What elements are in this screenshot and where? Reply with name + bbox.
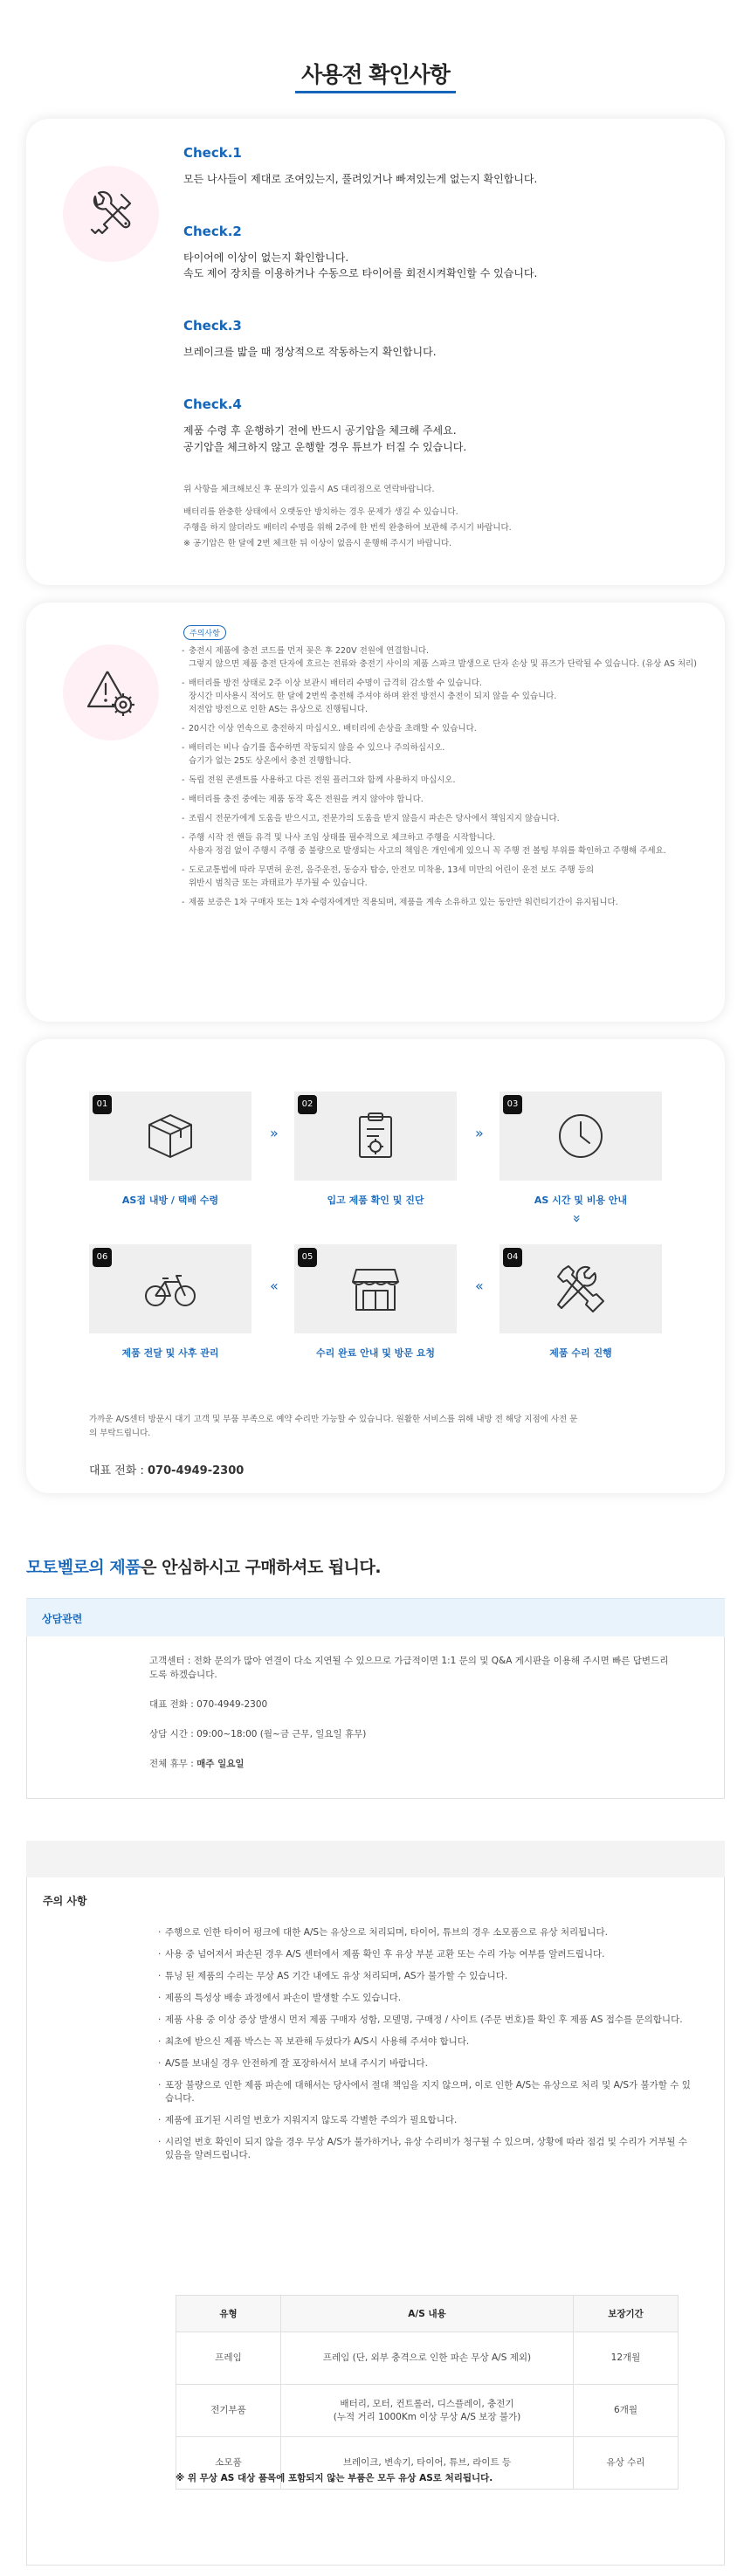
step-label: 입고 제품 확인 및 진단 — [327, 1195, 424, 1206]
check-3-title: Check.3 — [183, 318, 242, 334]
caution-item: - 독립 전원 콘센트를 사용하고 다른 전원 플러그와 함께 사용하지 마십시오. — [182, 774, 706, 787]
clipboard-gear-icon — [349, 1110, 402, 1162]
consult-hours: 상담 시간 : 09:00~18:00 (월~금 근무, 일요일 휴무) — [149, 1729, 367, 1739]
step-05 — [294, 1244, 457, 1333]
as-process-card — [26, 1039, 725, 1493]
check-4-text: 제품 수령 후 운행하기 전에 반드시 공기압을 체크해 주세요. — [183, 424, 457, 437]
check-3-text: 브레이크를 밟을 때 정상적으로 작동하는지 확인합니다. — [183, 346, 437, 358]
rep-phone — [89, 1461, 244, 1477]
notice-item: · 시리얼 번호 확인이 되지 않을 경우 무상 A/S가 불가하거나, 유상 수리비가 청구될 수 있으며, 상황에 따라 점검 및 수리가 거부될 수 있음을 알려드립니다. — [158, 2136, 695, 2162]
check-1-title: Check.1 — [183, 145, 242, 161]
table-cell: 프레임 — [176, 2332, 281, 2385]
check-3 — [183, 318, 707, 360]
caution-item: - 20시간 이상 연속으로 충전하지 마십시오. 배터리에 손상을 초래할 수 있습니다. — [182, 722, 706, 735]
step-arrow-right: » — [475, 1125, 484, 1141]
step-label: 수리 완료 안내 및 방문 요청 — [315, 1347, 436, 1359]
check-4 — [183, 396, 707, 456]
caution-item: - 제품 보증은 1차 구매자 또는 1차 수령자에게만 적용되며, 제품을 계속 소유하고 있는 동안만 워런티기간이 유지됩니다. — [182, 896, 706, 909]
notice-item: · 포장 불량으로 인한 제품 파손에 대해서는 당사에서 절대 책임을 지지 않으며, 이로 인한 A/S는 유상으로 처리 및 A/S가 불가할 수 있습니다. — [158, 2079, 695, 2105]
title-underline — [295, 91, 456, 93]
page-title: 사용전 확인사항 — [301, 62, 450, 87]
step-arrow-down: » — [568, 1214, 586, 1223]
check-2-text: 타이어에 이상이 없는지 확인합니다. — [183, 251, 349, 264]
table-cell: 브레이크, 변속기, 타이어, 튜브, 라이트 등 — [281, 2437, 574, 2490]
check-4-title: Check.4 — [183, 396, 242, 412]
check-2-text: 속도 제어 장치를 이용하거나 수동으로 타이어를 회전시켜확인할 수 있습니다. — [183, 267, 538, 279]
step-arrow-right: » — [270, 1125, 279, 1141]
step-number: 05 — [298, 1248, 317, 1267]
check-notes — [183, 482, 699, 552]
check-card — [26, 119, 725, 585]
consult-holiday — [149, 1757, 673, 1771]
section-title-rest: 은 안심하시고 구매하셔도 됩니다. — [141, 1558, 382, 1577]
notice-item: · 최초에 받으신 제품 박스는 꼭 보관해 두셨다가 A/S시 사용해 주셔야 합니다. — [158, 2035, 695, 2049]
caution-item: - 배터리를 충전 중에는 제품 동작 혹은 전원을 켜지 않아야 합니다. — [182, 793, 706, 806]
table-cell: 소모품 — [176, 2437, 281, 2490]
step-06 — [89, 1244, 251, 1333]
notice-list — [158, 1926, 695, 2171]
check-1-text: 모든 나사들이 제대로 조여있는지, 풀려있거나 빠져있는게 없는지 확인합니다. — [183, 173, 538, 185]
process-note: 가까운 A/S센터 방문시 대기 고객 및 부품 부족으로 예약 수리만 가능할 수 있습니다. 원활한 서비스를 위해 내방 전 해당 지점에 사전 문의 부탁드립니다. — [89, 1415, 578, 1438]
bicycle-icon — [144, 1263, 196, 1315]
warning-icon-circle — [63, 644, 159, 740]
table-cell: 12개월 — [574, 2332, 679, 2385]
step-01 — [89, 1092, 251, 1181]
tools-icon — [555, 1263, 607, 1315]
consult-header — [26, 1598, 725, 1636]
caution-list — [182, 644, 706, 915]
rep-phone-number[interactable]: 070-4949-2300 — [148, 1464, 245, 1477]
table-footnote: ※ 위 무상 AS 대상 품목에 포함되지 않는 부품은 모두 유상 AS로 처리됩니다. — [176, 2473, 493, 2483]
table-cell: 유상 수리 — [574, 2437, 679, 2490]
notice-label: 주의 사항 — [43, 1895, 87, 1907]
step-04 — [500, 1244, 662, 1333]
table-cell: 전기부품 — [176, 2385, 281, 2437]
holiday-value: 매주 일요일 — [196, 1759, 245, 1769]
caution-badge: 주의사항 — [183, 625, 226, 640]
box-icon — [144, 1110, 196, 1162]
warning-gear-icon — [85, 666, 137, 719]
check-4-text: 공기압을 체크하지 않고 운행할 경우 튜브가 터질 수 있습니다. — [183, 441, 467, 453]
caution-card — [26, 603, 725, 1022]
rep-phone-label: 대표 전화 : — [89, 1464, 148, 1477]
step-number: 04 — [503, 1248, 522, 1267]
step-number: 02 — [298, 1095, 317, 1114]
step-number: 03 — [503, 1095, 522, 1114]
check-note: 배터리를 완충한 상태에서 오랫동안 방치하는 경우 문제가 생길 수 있습니다. — [183, 507, 458, 517]
notice-header-bar — [26, 1841, 725, 1877]
step-03 — [500, 1092, 662, 1181]
wrench-screwdriver-icon — [85, 188, 137, 240]
check-1 — [183, 145, 707, 187]
table-header: 유형 — [176, 2296, 281, 2332]
notice-item: · A/S를 보내실 경우 안전하게 잘 포장하셔서 보내 주시기 바랍니다. — [158, 2057, 695, 2070]
consult-desc: 고객센터 : 전화 문의가 많아 연결이 다소 지연될 수 있으므로 가급적이면 1:1 문의 및 Q&A 게시판을 이용해 주시면 빠른 답변드리도록 하겠습니다. — [149, 1656, 669, 1680]
caution-item: - 주행 시작 전 핸들 유격 및 나사 조임 상태를 필수적으로 체크하고 주행을 시작합니다. 사용자 정검 없이 주행시 주행 중 불량으로 발생되는 사고의 책임은 개인에게 있으니 꼭 주행 전 볼팅 부위를 확인하고 주행해 주세요. — [182, 831, 706, 858]
check-2 — [183, 224, 707, 281]
step-arrow-left: « — [475, 1278, 484, 1294]
table-row — [176, 2332, 679, 2385]
step-number: 01 — [93, 1095, 112, 1114]
notice-item: · 제품 사용 중 이상 증상 발생시 먼저 제품 구매자 성함, 모델명, 구매정 / 사이트 (주문 번호)를 확인 후 제품 AS 접수를 문의합니다. — [158, 2014, 695, 2027]
notice-item: · 제품의 특성상 배송 과정에서 파손이 발생할 수도 있습니다. — [158, 1992, 695, 2005]
notice-item: · 사용 중 넘어져서 파손된 경우 A/S 센터에서 제품 확인 후 유상 부분 교환 또는 수리 가능 여부를 알려드립니다. — [158, 1948, 695, 1961]
step-label: AS접 내방 / 택배 수령 — [121, 1195, 219, 1206]
notice-item: · 튜닝 된 제품의 수리는 무상 AS 기간 내에도 유상 처리되며, AS가 불가할 수 있습니다. — [158, 1970, 695, 1983]
section-title-brand: 모토벨로의 제품 — [26, 1558, 141, 1577]
check-note: 위 사항을 체크해보신 후 문의가 있을시 AS 대리점으로 연락바랍니다. — [183, 485, 435, 494]
check-note: ※ 공기압은 한 달에 2번 체크한 뒤 이상이 없음시 운행해 주시기 바랍니다. — [183, 539, 452, 548]
caution-item: - 조립시 전문가에게 도움을 받으시고, 전문가의 도움을 받지 않을시 파손은 당사에서 책임지지 않습니다. — [182, 812, 706, 825]
step-number: 06 — [93, 1248, 112, 1267]
clock-icon — [555, 1110, 607, 1162]
notice-box — [26, 1877, 725, 2566]
table-header: 보장기간 — [574, 2296, 679, 2332]
table-cell: 6개월 — [574, 2385, 679, 2437]
step-label: 제품 전달 및 사후 관리 — [121, 1347, 219, 1359]
consult-header-label: 상담관련 — [42, 1613, 83, 1625]
section-title — [26, 1554, 381, 1578]
notice-item: · 주행으로 인한 타이어 펑크에 대한 A/S는 유상으로 처리되며, 타이어, 튜브의 경우 소모품으로 유상 처리됩니다. — [158, 1926, 695, 1939]
caution-item: - 충전시 제품에 충전 코드를 먼저 꽂은 후 220V 전원에 연결합니다. 그렇지 않으면 제품 충전 단자에 흐르는 전류와 충전기 사이의 제품 스파크 발생으로 단자 손상 및 퓨즈가 단락될 수 있습니다. (유상 AS 처리) — [182, 644, 706, 671]
table-header: A/S 내용 — [281, 2296, 574, 2332]
holiday-label: 전체 휴무 : — [149, 1759, 197, 1769]
check-note: 주행을 하지 않더라도 배터리 수명을 위해 2주에 한 번씩 완충하여 보관해 주시기 바랍니다. — [183, 523, 512, 533]
step-label: AS 시간 및 비용 안내 — [534, 1195, 628, 1206]
store-icon — [349, 1263, 402, 1315]
caution-item: - 배터리를 방전 상태로 2주 이상 보관시 배터리 수명이 급격히 감소할 수 있습니다. 장시간 미사용시 적어도 한 달에 2번씩 충전해 주셔야 하며 완전 방전시 충전이 되지 않을 수 있습니다. 저전압 방전으로 인한 AS는 유상으로 진행됩니다. — [182, 677, 706, 716]
check-2-title: Check.2 — [183, 224, 242, 239]
step-02 — [294, 1092, 457, 1181]
table-cell: 배터리, 모터, 컨트롤러, 디스플레이, 충전기 (누적 거리 1000Km 이상 무상 A/S 보장 불가) — [281, 2385, 574, 2437]
table-cell: 프레임 (단, 외부 충격으로 인한 파손 무상 A/S 제외) — [281, 2332, 574, 2385]
table-header-row — [176, 2296, 679, 2332]
warranty-table — [176, 2295, 679, 2490]
step-arrow-left: « — [270, 1278, 279, 1294]
consult-phone: 대표 전화 : 070-4949-2300 — [149, 1699, 268, 1710]
consult-box — [26, 1636, 725, 1799]
table-row — [176, 2385, 679, 2437]
notice-item: · 제품에 표기된 시리얼 번호가 지워지지 않도록 각별한 주의가 필요합니다. — [158, 2114, 695, 2127]
caution-item: - 배터리는 비나 습기를 흡수하면 작동되지 않을 수 있으나 주의하십시오. 습기가 없는 25도 상온에서 충전 진행합니다. — [182, 741, 706, 768]
wrench-icon-circle — [63, 166, 159, 262]
step-label: 제품 수리 진행 — [549, 1347, 612, 1359]
caution-item: - 도로교통법에 따라 무면허 운전, 음주운전, 동승자 탑승, 안전모 미착용, 13세 미만의 어린이 운전 보도 주행 등의 위반시 범칙금 또는 과태료가 부가될 수 있습니다. — [182, 864, 706, 890]
